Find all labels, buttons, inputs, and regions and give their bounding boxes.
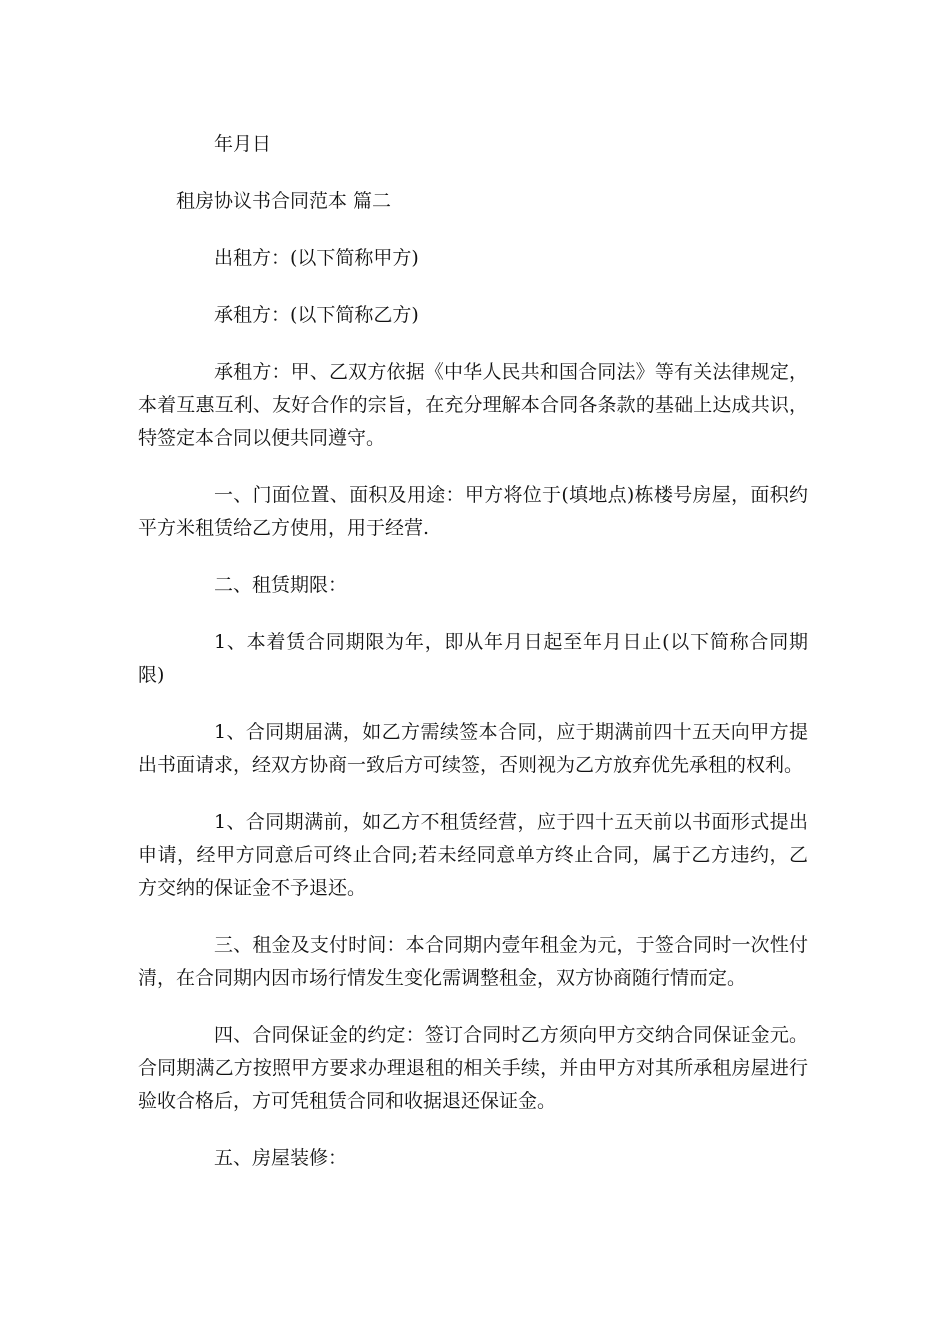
document-body (138, 128, 808, 1199)
clause-2-item-term: 1、本着赁合同期限为年，即从年月日起至年月日止(以下简称合同期限) (138, 631, 808, 686)
section-subtitle: 租房协议书合同范本 篇二 (176, 190, 392, 212)
date-line: 年月日 (214, 133, 272, 155)
clause-1-location: 一、门面位置、面积及用途：甲方将位于(填地点)栋楼号房屋，面积约平方米租赁给乙方使用，用于经营. (138, 484, 808, 539)
preamble-paragraph: 承租方：甲、乙双方依据《中华人民共和国合同法》等有关法律规定，本着互惠互利、友好合作的宗旨，在充分理解本合同各条款的基础上达成共识，特签定本合同以便共同遵守。 (138, 361, 808, 449)
lessor-line: 出租方：(以下简称甲方) (214, 247, 419, 269)
lessee-line: 承租方：(以下简称乙方) (214, 304, 419, 326)
clause-2-item-renewal: 1、合同期届满，如乙方需续签本合同，应于期满前四十五天向甲方提出书面请求，经双方协商一致后方可续签，否则视为乙方放弃优先承租的权利。 (138, 721, 808, 776)
clause-2-heading: 二、租赁期限： (214, 574, 348, 596)
clause-3-rent: 三、租金及支付时间：本合同期内壹年租金为元，于签合同时一次性付清，在合同期内因市场行情发生变化需调整租金，双方协商随行情而定。 (138, 934, 808, 989)
clause-5-heading: 五、房屋装修： (214, 1147, 348, 1169)
clause-2-item-termination: 1、合同期满前，如乙方不租赁经营，应于四十五天前以书面形式提出申请，经甲方同意后可终止合同;若未经同意单方终止合同，属于乙方违约，乙方交纳的保证金不予退还。 (138, 811, 808, 899)
clause-4-deposit: 四、合同保证金的约定：签订合同时乙方须向甲方交纳合同保证金元。合同期满乙方按照甲方要求办理退租的相关手续，并由甲方对其所承租房屋进行验收合格后，方可凭租赁合同和收据退还保证金。 (138, 1024, 808, 1112)
